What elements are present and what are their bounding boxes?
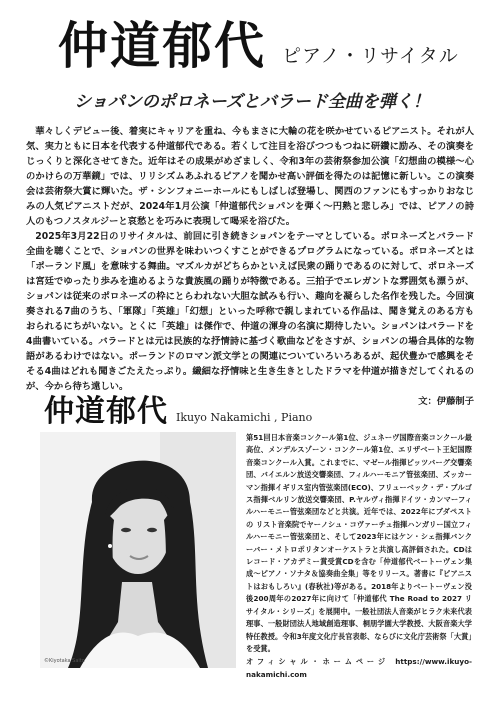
essay-paragraph-1: 華々しくデビュー後、着実にキャリアを重ね、今もまさに大輪の花を咲かせているピアニスト。それが人気、実力ともに日本を代表する仲道郁代である。若くして注目を浴びつつもつねに研鑽に励み、その演奏をじっくりと深化させてきた。近年はその成果がめざましく、令和3年の芸術祭参加公演「幻想曲の模様〜心のかけらの万華鏡」では、リリシズムあふれるピアノを聞かせ高い評価を得たのは記憶に新しい。この演奏会は芸術祭大賞に輝いた。ザ・シンフォニーホールにもしばしば登場し、関西のファンにもすっかりおなじみの人気ピアニストだが、2024年1月公演「仲道郁代ショパンを弾く〜円熟と悲しみ」では、ピアノの詩人のもつノスタルジーと哀愁とを巧みに表現して喝采を浴びた。 bbox=[26, 126, 474, 227]
artist-heading bbox=[44, 386, 313, 429]
essay-paragraph-2: 2025年3月22日のリサイタルは、前回に引き続きショパンをテーマとしている。ポロネーズとバラード全曲を聴くことで、ショパンの世界を味わいつくすことができるプログラムになっている。ポロネーズとは「ポーランド風」を意味する舞曲。マズルカがどちらかといえば民衆の踊りであるのに対して、ポロネーズは宮廷でゆったり歩みを進めるような貴族風の踊りが特徴である。三拍子でエレガントな雰囲気も漂うが、ショパンは従来のポロネーズの枠にとらわれない大胆な試みも行い、趣向を凝らした名作を残した。今回演奏される7曲のうち、「軍隊」「英雄」「幻想」といった呼称で親しまれている作品は、聞き覚えのある方もおられるにちがいない。とくに「英雄」は傑作で、仲道の渾身の名演に期待したい。ショパンはバラードを4曲書いている。バラードとは元は民族的な抒情詩に基づく歌曲などをさすが、ショパンの場合具体的な物語があるわけではない。ポーランドのロマン派文学との関連についていろいろあるが、起伏豊かで感興をそそる4曲はどれも聞きごたえたっぷり。繊細な抒情味と生き生きとしたドラマを仲道が描きだしてくれるのが、今から待ち遠しい。 bbox=[26, 231, 474, 392]
bio-text: 第51回日本音楽コンクール第1位、ジュネーヴ国際音楽コンクール最高位、メンデルスゾーン・コンクール第1位、エリザベート王妃国際音楽コンクール入賞。これまでに、マゼール指揮ピッツバーグ交響楽団、バイエルン放送交響楽団、フィルハーモニア管弦楽団、ズッカーマン指揮イギリス室内管弦楽団(ECO)、フリューベック・デ・ブルゴス指揮ベルリン放送交響楽団、P.ヤルヴィ指揮ドイツ・カンマーフィルハーモニー管弦楽団などと共演。近年では、2022年にブダペストの リスト音楽院でヤーノシュ・コヴァーチュ指揮ハンガリー国立フィルハーモニー管弦楽団と、そして2023年にはケン・シェ指揮バンクーバー・メトロポリタンオーケストラと共演し高評価された。CDはレコード・アカデミー賞受賞CDを含む「仲道郁代ベートーヴェン集成〜ピアノ・ソナタ＆協奏曲全集」等をリリース。著書に『ピアニストはおもしろい』(春秋社)等がある。2018年よりベートーヴェン没後200周年の2027年に向けて「仲道郁代 The Road to 2027 リサイタル・シリーズ」を展開中。一般社団法人音楽がヒラク未来代表理事、一般財団法人地域創造理事、桐朋学園大学教授、大阪音楽大学特任教授。令和3年度文化庁長官表彰、ならびに文化庁芸術祭「大賞」を受賞。 bbox=[246, 433, 472, 653]
program-essay bbox=[26, 124, 474, 409]
program-tagline: ショパンのポロネーズとバラード全曲を弾く！ bbox=[74, 92, 430, 112]
official-website: オフィシャル・ホームページ https://www.ikuyo-nakamichi.com bbox=[246, 657, 472, 679]
artist-name-roman: Ikuyo Nakamichi , Piano bbox=[176, 411, 313, 424]
portrait-illustration bbox=[40, 432, 236, 668]
essay-credit: 文：伊藤制子 bbox=[418, 396, 474, 407]
artist-name: 仲道郁代 bbox=[44, 394, 168, 429]
photo-credit: ©Kiyotaka Saito bbox=[44, 658, 85, 664]
page-title: 仲道郁代 bbox=[58, 16, 266, 75]
artist-portrait bbox=[40, 432, 236, 668]
recital-subtitle: ピアノ・リサイタル bbox=[282, 45, 459, 67]
artist-biography bbox=[246, 432, 472, 681]
